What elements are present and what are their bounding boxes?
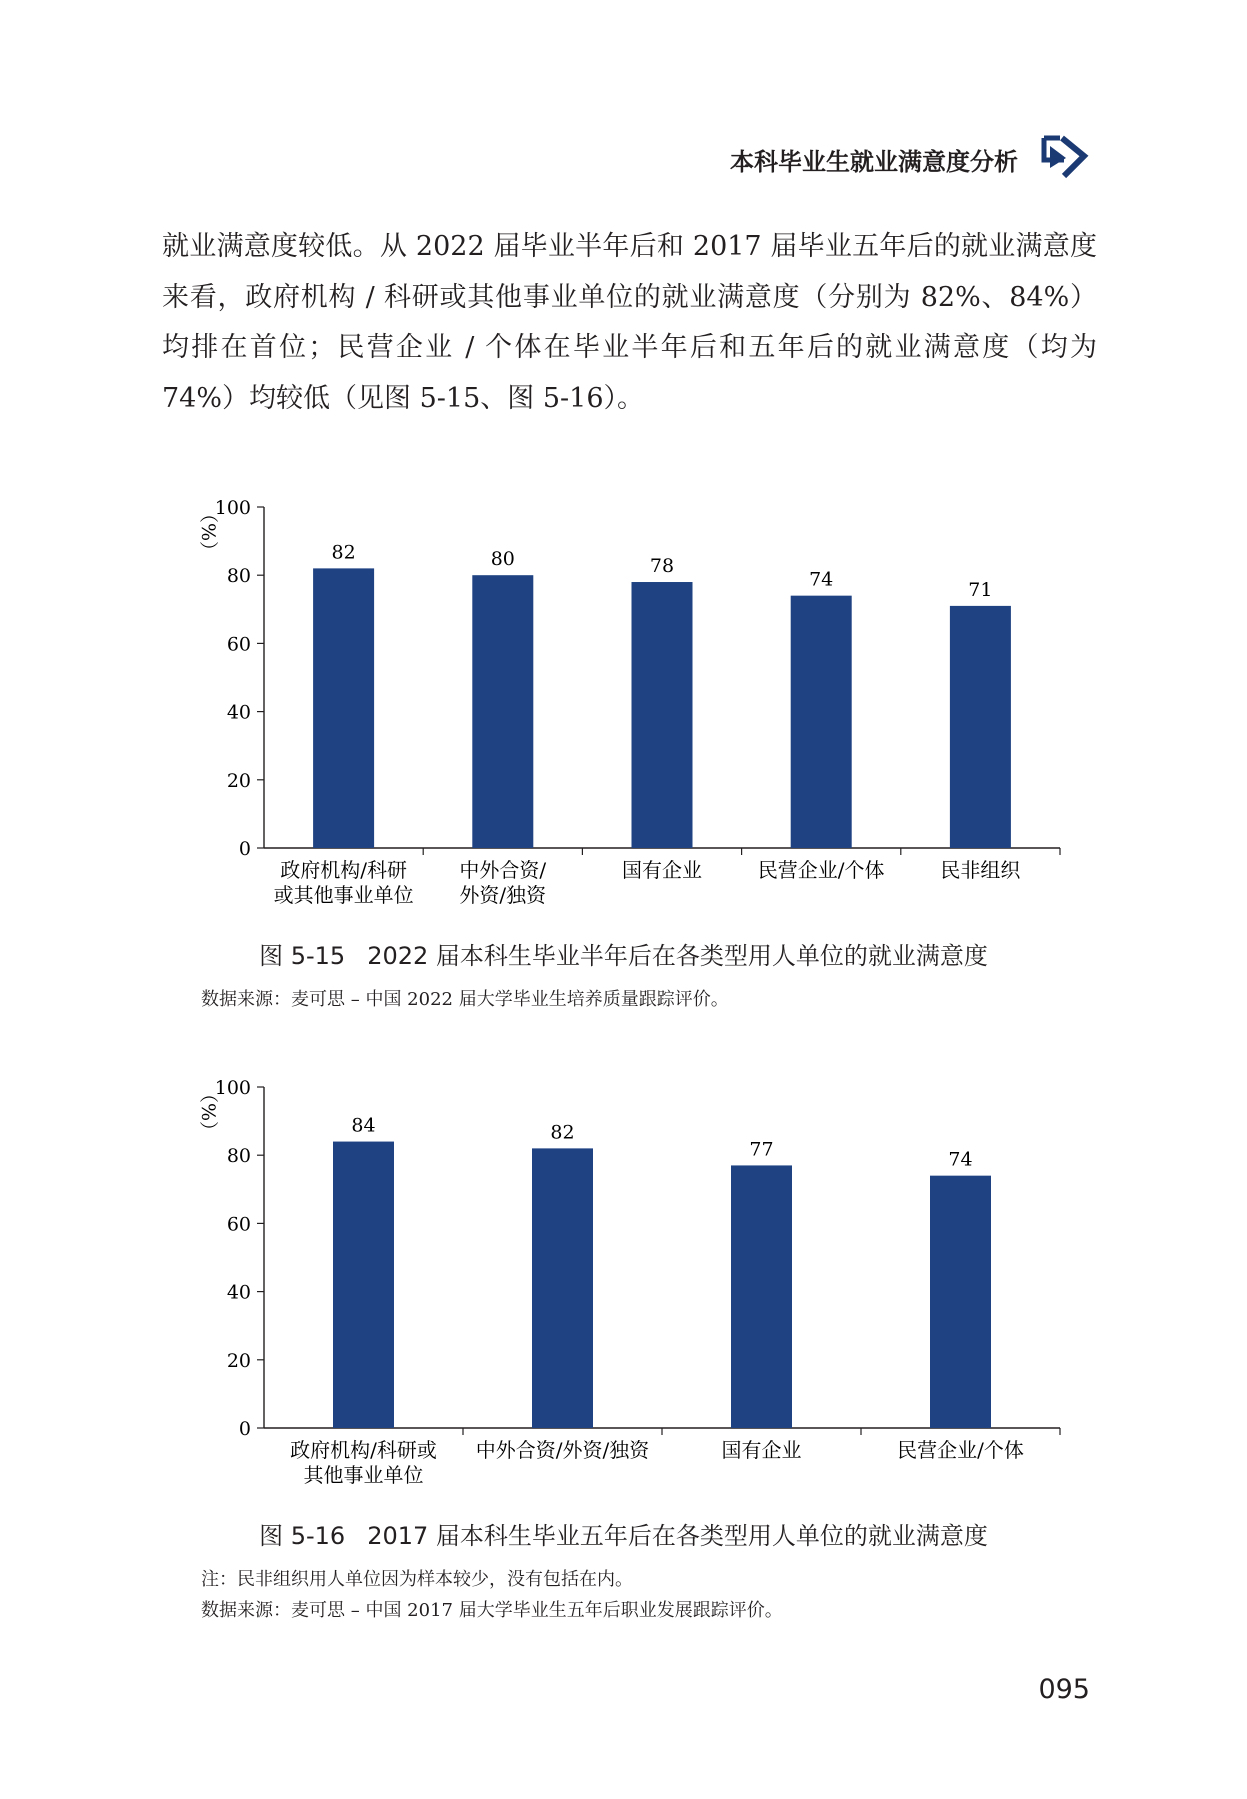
data-label: 80: [490, 548, 515, 571]
data-label: 84: [351, 1114, 376, 1137]
bar: [313, 568, 374, 848]
category-label: 中外合资/外资/独资: [475, 1438, 650, 1462]
y-axis-label: （%）: [197, 1083, 219, 1141]
source-note: 数据来源：麦可思 – 中国 2022 届大学毕业生培养质量跟踪评价。: [201, 989, 729, 1010]
bar: [791, 596, 852, 848]
y-tick-label: 0: [238, 1418, 251, 1440]
category-label: 或其他事业单位: [273, 883, 414, 907]
body-paragraph: 就业满意度较低。从 2022 届毕业半年后和 2017 届毕业五年后的就业满意度来看，政府机构 / 科研或其他事业单位的就业满意度（分别为 82%、84%）均排在首位；民营企业 / 个体在毕业半年后和五年后的就业满意度（均为 74%）均较低（见图 5-15、图 5-16）。: [162, 231, 1097, 414]
running-title: 本科毕业生就业满意度分析: [730, 148, 1018, 176]
bar: [532, 1148, 593, 1428]
figure-number: 图 5-15: [259, 942, 346, 970]
category-label: 国有企业: [721, 1438, 802, 1462]
data-label: 74: [948, 1148, 973, 1171]
y-tick-label: 80: [226, 565, 251, 588]
source-note: 数据来源：麦可思 – 中国 2017 届大学毕业生五年后职业发展跟踪评价。: [201, 1600, 783, 1621]
data-label: 74: [809, 568, 834, 591]
category-label: 其他事业单位: [303, 1463, 424, 1487]
category-label: 民非组织: [940, 858, 1021, 882]
y-tick-label: 40: [226, 1281, 251, 1304]
data-label: 77: [749, 1138, 774, 1161]
page-number: 095: [1038, 1674, 1090, 1705]
category-label: 外资/独资: [459, 883, 547, 907]
bar: [472, 575, 533, 848]
figure-title: 2022 届本科生毕业半年后在各类型用人单位的就业满意度: [367, 942, 988, 970]
category-label: 中外合资/: [459, 858, 547, 882]
y-tick-label: 40: [226, 701, 251, 724]
y-tick-label: 60: [226, 633, 251, 656]
y-tick-label: 80: [226, 1145, 251, 1168]
bar: [333, 1142, 394, 1428]
category-label: 国有企业: [622, 858, 702, 882]
y-tick-label: 100: [214, 1077, 251, 1099]
category-label: 民营企业/个体: [897, 1438, 1024, 1462]
figure-number: 图 5-16: [259, 1522, 346, 1550]
figure-caption-5-16: [0, 1516, 1247, 1551]
y-tick-label: 20: [226, 1349, 251, 1372]
bar: [930, 1176, 991, 1428]
data-label: 71: [968, 578, 993, 601]
bar-chart-5-15: [0, 482, 1247, 922]
bar-chart-5-16: [0, 1062, 1247, 1502]
figure-caption-5-15: [0, 936, 1247, 971]
data-label: 82: [331, 541, 356, 564]
category-label: 政府机构/科研或: [290, 1438, 437, 1462]
bar: [731, 1165, 792, 1428]
bar: [632, 582, 693, 848]
y-tick-label: 0: [238, 838, 251, 860]
figure-title: 2017 届本科生毕业五年后在各类型用人单位的就业满意度: [367, 1522, 988, 1550]
category-label: 政府机构/科研: [280, 858, 407, 882]
category-label: 民营企业/个体: [757, 858, 885, 882]
exclusion-note: 注：民非组织用人单位因为样本较少，没有包括在内。: [201, 1569, 633, 1590]
y-tick-label: 20: [226, 769, 251, 792]
y-tick-label: 100: [214, 497, 251, 519]
chapter-logo-icon: [1040, 134, 1096, 180]
bar: [950, 606, 1011, 848]
data-label: 78: [649, 555, 675, 578]
data-label: 82: [550, 1121, 575, 1144]
y-axis-label: （%）: [197, 503, 219, 561]
y-tick-label: 60: [226, 1213, 251, 1236]
